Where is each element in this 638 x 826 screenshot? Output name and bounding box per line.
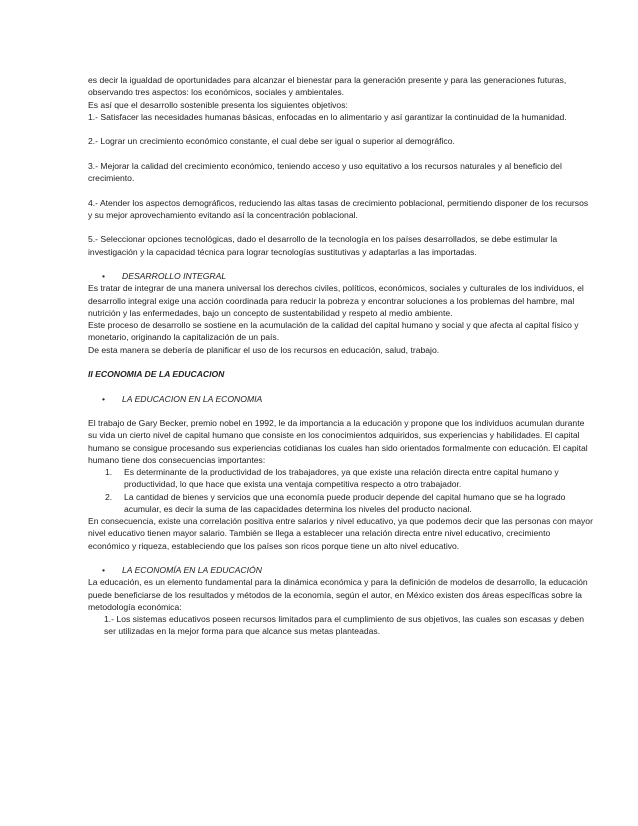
objectives-intro: Es así que el desarrollo sostenible presenta los siguientes objetivos:	[88, 99, 348, 110]
list-item	[88, 491, 594, 516]
integral-title: DESARROLLO INTEGRAL	[122, 271, 227, 281]
list-text: La cantidad de bienes y servicios que una economía puede producir depende del capital humano que se ha logrado acumular, es decir la suma de las capacidades determina los niveles del producto nacional.	[124, 491, 566, 514]
education-in-economy-title: LA EDUCACION EN LA ECONOMIA	[122, 393, 263, 404]
education-in-economy-subheading	[88, 393, 594, 405]
list-text: Es determinante de la productividad de los trabajadores, ya que existe una relación directa entre capital humano y productividad, lo que hace que exista una ventaja competitiva respecto a otro trabajador.	[124, 467, 559, 490]
objective-5: 5.- Seleccionar opciones tecnológicas, dado el desarrollo de la tecnología en los países desarrollados, se debe estimular la investigación y la capacidad técnica para lograr tecnologías sustitutivas y adaptarlas a las importadas.	[88, 234, 558, 257]
economy-in-education-subheading	[88, 564, 594, 576]
objective-3: 3.- Mejorar la calidad del crecimiento económico, teniendo acceso y uso equitativo a los recursos naturales y al beneficio del crecimiento.	[88, 160, 562, 183]
educational-systems-paragraph: 1.- Los sistemas educativos poseen recursos limitados para el cumplimiento de sus objetivos, las cuales son escasas y deben ser utilizadas en la mejor forma para que alcance sus metas planteadas.	[104, 614, 585, 637]
integral-paragraph-1: Es tratar de integrar de una manera universal los derechos civiles, políticos, económicos, sociales y culturales de los individuos, el desarrollo integral exige una acción coordinada para reducir la pobreza y encontrar soluciones a los problemas del hambre, mal nutrición y las enfermedades, bajo un concepto de sustentabilidad y respeto al medio ambiente.	[88, 283, 584, 318]
list-item	[88, 466, 594, 491]
objective-4: 4.- Atender los aspectos demográficos, reduciendo las altas tasas de crecimiento poblacional, permitiendo disponer de los recursos y su mejor aprovechamiento evitando así la concentración poblacional.	[88, 197, 589, 220]
integral-subheading	[88, 270, 594, 282]
integral-paragraph-2: Este proceso de desarrollo se sostiene en la acumulación de la calidad del capital humano y social y que afecta al capital físico y monetario, originando la capitalización de un país.	[88, 320, 579, 343]
objective-1: 1.- Satisfacer las necesidades humanas básicas, enfocadas en lo alimentario y así garantizar la continuidad de la humanidad.	[88, 111, 567, 122]
section-heading: II ECONOMIA DE LA EDUCACION	[88, 369, 225, 379]
intro-paragraph: es decir la igualdad de oportunidades para alcanzar el bienestar para la generación presente y para las generaciones futuras, observando tres aspectos: los económicos, sociales y ambientales.	[88, 75, 567, 98]
objective-2: 2.- Lograr un crecimiento económico constante, el cual debe ser igual o superior al demográfico.	[88, 136, 455, 147]
bullet-icon: •	[102, 271, 106, 281]
integral-paragraph-3: De esta manera se debería de planificar el uso de los recursos en educación, salud, trabajo.	[88, 344, 440, 355]
list-number: 1.	[105, 467, 113, 477]
list-number: 2.	[105, 491, 113, 502]
economy-in-education-title: LA ECONOMÍA EN LA EDUCACIÓN	[122, 565, 262, 575]
bullet-icon: •	[102, 393, 106, 404]
bullet-icon: •	[102, 565, 106, 575]
becker-paragraph: El trabajo de Gary Becker, premio nobel en 1992, le da importancia a la educación y propone que los individuos acumulan durante su vida un cierto nivel de capital humano que consiste en los conocimientos adquiridos, sus experiencias y habilidades. El capital humano se consigue procesando sus experiencias cotidianas los cuales han sido orientados formalmente con educación. El capital humano tiene dos consecuencias importantes:	[88, 418, 588, 465]
consequence-paragraph: En consecuencia, existe una correlación positiva entre salarios y nivel educativo, ya que podemos decir que las personas con mayor nivel educativo tienen mayor salario. También se llega a establecer una relación directa entre nivel educativo, crecimiento económico y riqueza, estableciendo que los países son ricos porque tiene un alto nivel educativo.	[88, 516, 593, 551]
economy-education-paragraph: La educación, es un elemento fundamental para la dinámica económica y para la definición de modelos de desarrollo, la educación puede beneficiarse de los resultados y métodos de la economía, según el autor, en México existen dos áreas específicas sobre la metodología económica:	[88, 577, 588, 612]
